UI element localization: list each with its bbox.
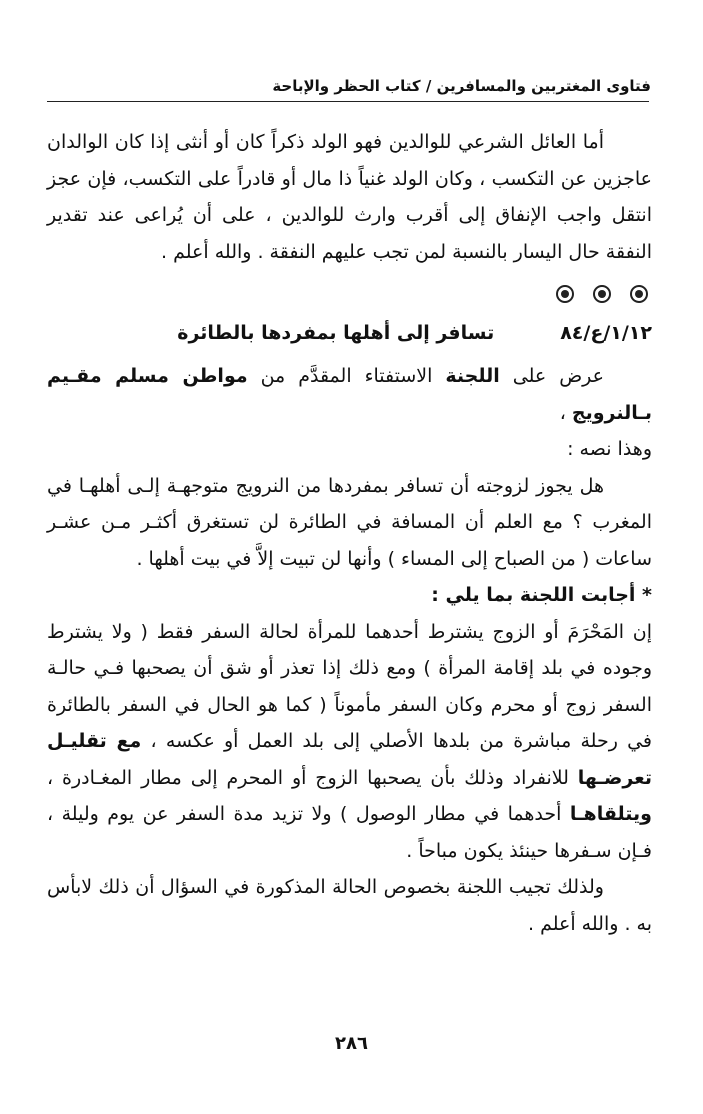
question-paragraph: هل يجوز لزوجته أن تسافر بمفردها من النرويج متوجهـة إلـى أهلهـا في المغرب ؟ مع العلم أن المسافة في الطائرة لن تستغرق أكثـر مـن عشـر ساعات ( من الصباح إلى المساء ) وأنها لن تبيت إلاَّ في بيت أهلها . <box>47 474 652 570</box>
fatwa-heading <box>47 312 652 354</box>
header-divider <box>47 101 649 102</box>
answer-heading: * أجابت اللجنة بما يلي : <box>431 584 652 606</box>
text-intro: وهذا نصه : <box>567 438 652 460</box>
answer-text-a: إن المَحْرَمَ أو الزوج يشترط أحدهما للمرأة لحالة السفر فقط ( ولا يشترط وجوده في بلد إقامة المرأة ) ومع ذلك إذا تعذر أو شق أن يصحبها فـي حالـة السفر زوج أو محرم وكان السفر مأموناً ( كما هو الحال في السفر بالطائرة في رحلة مباشرة من بلدها الأصلي إلى بلد العمل أو عكسه ، <box>47 620 652 752</box>
answer-text-e: أحدهما في مطار الوصول ) ولا تزيد مدة السفر عن يوم وليلة ، فـإن سـفرها حينئذ يكون مباحاً . <box>47 803 652 862</box>
committee-name: اللجنة <box>445 365 500 387</box>
page-body <box>47 124 652 942</box>
answer-text-c: للانفراد وذلك بأن يصحبها الزوج أو المحرم إلى مطار المغـادرة ، <box>47 766 578 789</box>
flower-ornament-icon <box>556 285 574 303</box>
answer-text-d: ويتلقاهـا <box>569 803 652 825</box>
intro-paragraph: أما العائل الشرعي للوالدين فهو الولد ذكراً كان أو أنثى إذا كان الوالدان عاجزين عن التكسب ، وكان الولد غنياً ذا مال أو قادراً على التكسب، فإن عجز انتقل واجب الإنفاق إلى أقرب وارث للوالدين ، على أن يُراعى عند تقدير النفقة حال اليسار بالنسبة لمن تجب عليهم النفقة . والله أعلم . <box>47 131 652 263</box>
presented-prefix: عرض على <box>499 365 604 387</box>
running-header: فتاوى المغتربين والمسافرين / كتاب الحظر والإباحة <box>272 77 651 95</box>
presented-paragraph <box>47 358 652 431</box>
flower-ornament-icon <box>593 285 611 303</box>
flower-ornament-icon <box>630 285 648 303</box>
sender-name: مواطن مسلم مقـيم بـالنرويج <box>47 365 652 424</box>
presented-suffix: ، <box>559 401 572 424</box>
fatwa-code: ١/١٢/ع/٨٤ <box>560 322 652 344</box>
answer-paragraph-1 <box>47 614 652 870</box>
presented-middle: الاستفتاء المقدَّم من <box>247 365 446 387</box>
section-separator <box>47 280 652 306</box>
page-number: ٢٨٦ <box>335 1033 368 1054</box>
fatwa-title: تسافر إلى أهلها بمفردها بالطائرة <box>177 322 495 344</box>
answer-text-b: مع تقليـل تعرضـها <box>47 730 652 789</box>
answer-paragraph-2: ولذلك تجيب اللجنة بخصوص الحالة المذكورة في السؤال أن ذلك لابأس به . والله أعلم . <box>47 876 652 935</box>
